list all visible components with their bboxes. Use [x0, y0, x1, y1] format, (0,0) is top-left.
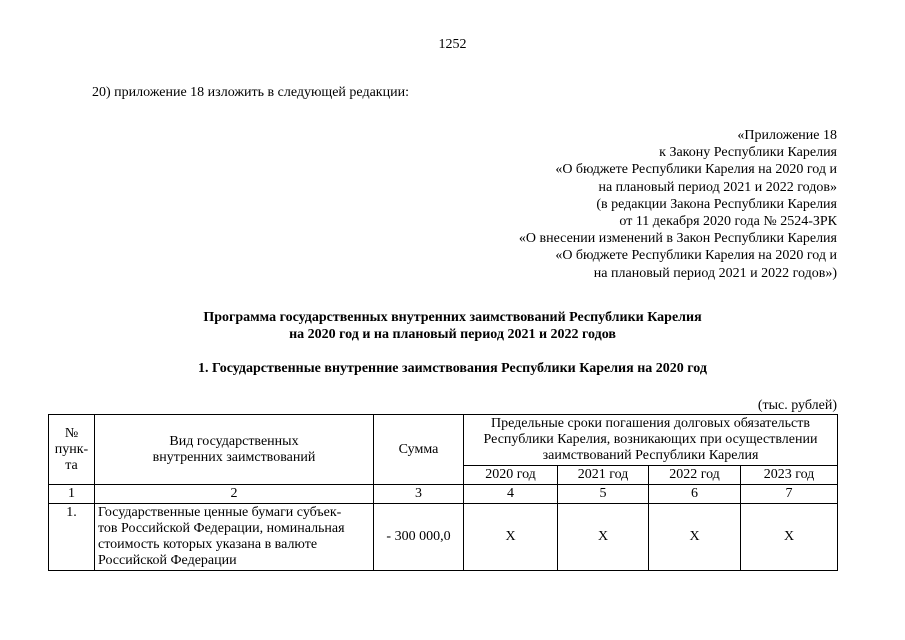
title-line: на 2020 год и на плановый период 2021 и 2022 годов	[289, 327, 616, 342]
row-number: 1.	[49, 504, 95, 571]
column-index: 6	[649, 485, 741, 504]
title-line: Программа государственных внутренних заимствований Республики Карелия	[203, 310, 702, 325]
column-index: 5	[558, 485, 649, 504]
appendix-line: на плановый период 2021 и 2022 годов»)	[593, 265, 837, 281]
header-year: 2023 год	[741, 466, 838, 485]
appendix-line: от 11 декабря 2020 года № 2524-ЗРК	[619, 214, 837, 230]
row-sum: - 300 000,0	[374, 504, 464, 571]
intro-text: 20) приложение 18 изложить в следующей редакции:	[92, 85, 409, 100]
column-index: 4	[464, 485, 558, 504]
header-year: 2020 год	[464, 466, 558, 485]
column-index-row	[49, 485, 838, 504]
header-sum: Сумма	[374, 415, 464, 485]
row-borrowing-type: Государственные ценные бумаги субъек- тов Российской Федерации, номинальная стоимость которых указана в валюте Российской Федерации	[95, 504, 374, 571]
appendix-line: «О внесении изменений в Закон Республики Карелия	[518, 231, 837, 247]
section-title: 1. Государственные внутренние заимствования Республики Карелия на 2020 год	[198, 361, 707, 376]
appendix-line: «О бюджете Республики Карелия на 2020 год и	[555, 162, 837, 178]
row-cell: X	[741, 504, 838, 571]
page-number: 1252	[438, 37, 467, 52]
appendix-line: «О бюджете Республики Карелия на 2020 год и	[555, 248, 837, 264]
header-row	[49, 415, 838, 466]
row-cell: X	[558, 504, 649, 571]
appendix-line: (в редакции Закона Республики Карелия	[596, 196, 837, 212]
borrowings-table	[48, 414, 838, 571]
column-index: 7	[741, 485, 838, 504]
table-row	[49, 504, 838, 571]
header-year: 2022 год	[649, 466, 741, 485]
header-year: 2021 год	[558, 466, 649, 485]
appendix-line: на плановый период 2021 и 2022 годов»	[598, 179, 837, 195]
header-num: № пунк- та	[49, 415, 95, 485]
column-index: 1	[49, 485, 95, 504]
appendix-reference	[519, 127, 837, 282]
appendix-line: к Закону Республики Карелия	[659, 145, 837, 161]
header-borrowing-type: Вид государственных внутренних заимствований	[95, 415, 374, 485]
column-index: 2	[95, 485, 374, 504]
row-cell: X	[464, 504, 558, 571]
row-cell: X	[649, 504, 741, 571]
appendix-line: «Приложение 18	[737, 128, 837, 143]
units-label: (тыс. рублей)	[757, 398, 837, 413]
header-deadlines: Предельные сроки погашения долговых обязательств Республики Карелия, возникающих при осуществлении заимствований Республики Карелия	[464, 415, 838, 466]
column-index: 3	[374, 485, 464, 504]
document-title	[0, 309, 905, 343]
